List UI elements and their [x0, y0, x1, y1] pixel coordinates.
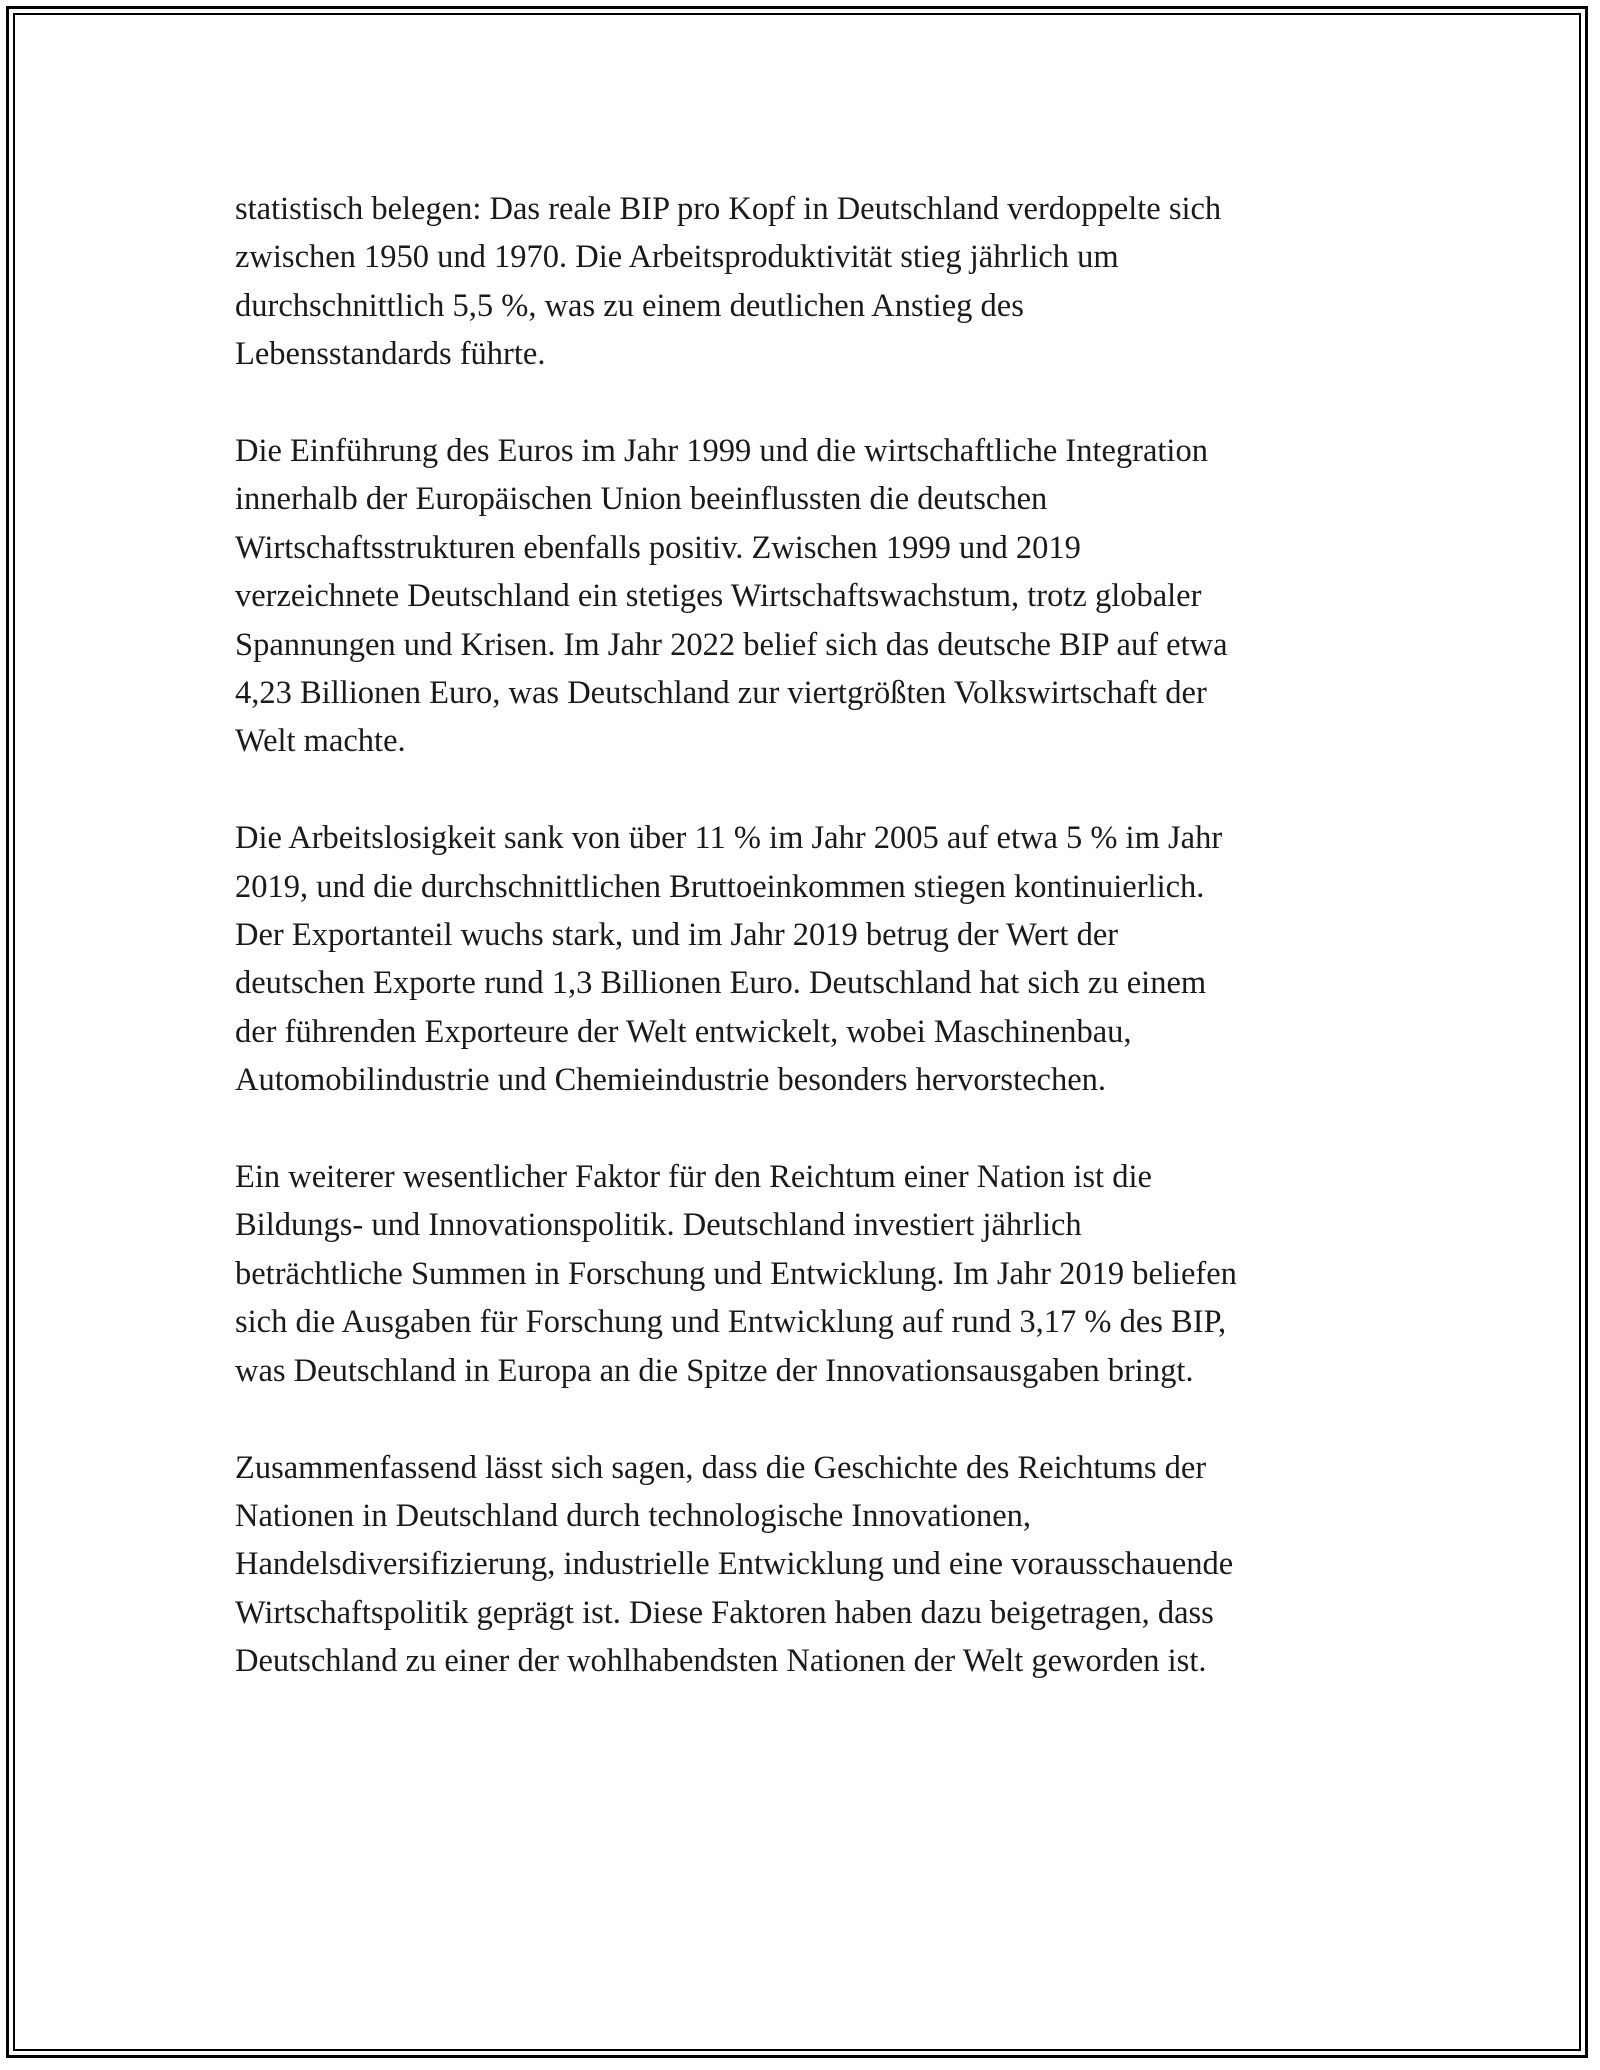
text-line: sich die Ausgaben für Forschung und Entwicklung auf rund 3,17 % des BIP,	[235, 1304, 1227, 1341]
text-line: Der Exportanteil wuchs stark, und im Jahr 2019 betrug der Wert der	[235, 917, 1119, 954]
text-line: der führenden Exporteure der Welt entwickelt, wobei Maschinenbau,	[235, 1013, 1132, 1050]
text-line: statistisch belegen: Das reale BIP pro Kopf in Deutschland verdoppelte sich	[235, 191, 1222, 227]
text-line: Wirtschaftspolitik geprägt ist. Diese Faktoren haben dazu beigetragen, dass	[235, 1594, 1214, 1631]
paragraph-3	[235, 814, 1375, 1104]
text-line: Lebensstandards führte.	[235, 336, 546, 373]
paragraph-2	[235, 427, 1375, 766]
text-line: was Deutschland in Europa an die Spitze der Innovationsausgaben bringt.	[235, 1352, 1194, 1389]
text-line: Handelsdiversifizierung, industrielle Entwicklung und eine vorausschauende	[235, 1546, 1234, 1583]
text-line: Bildungs- und Innovationspolitik. Deutschland investiert jährlich	[235, 1207, 1082, 1244]
paragraph-5	[235, 1444, 1375, 1686]
text-line: Nationen in Deutschland durch technologische Innovationen,	[235, 1497, 1032, 1534]
text-line: Automobilindustrie und Chemieindustrie besonders hervorstechen.	[235, 1062, 1107, 1099]
text-line: Deutschland zu einer der wohlhabendsten Nationen der Welt geworden ist.	[235, 1643, 1207, 1680]
text-line: Welt machte.	[235, 723, 406, 760]
text-line: Zusammenfassend lässt sich sagen, dass die Geschichte des Reichtums der	[235, 1449, 1207, 1486]
text-line: Die Arbeitslosigkeit sank von über 11 % im Jahr 2005 auf etwa 5 % im Jahr	[235, 820, 1223, 857]
text-line: Spannungen und Krisen. Im Jahr 2022 belief sich das deutsche BIP auf etwa	[235, 626, 1228, 663]
text-line: 4,23 Billionen Euro, was Deutschland zur viertgrößten Volkswirtschaft der	[235, 675, 1207, 712]
text-line: verzeichnete Deutschland ein stetiges Wirtschaftswachstum, trotz globaler	[235, 578, 1202, 615]
text-line: beträchtliche Summen in Forschung und Entwicklung. Im Jahr 2019 beliefen	[235, 1255, 1237, 1292]
text-line: innerhalb der Europäischen Union beeinflussten die deutschen	[235, 481, 1048, 518]
paragraph-1	[235, 185, 1375, 379]
text-line: Die Einführung des Euros im Jahr 1999 und die wirtschaftliche Integration	[235, 433, 1208, 470]
document-body	[235, 185, 1375, 1734]
text-line: zwischen 1950 und 1970. Die Arbeitsproduktivität stieg jährlich um	[235, 239, 1119, 276]
paragraph-4	[235, 1153, 1375, 1395]
text-line: Ein weiterer wesentlicher Faktor für den Reichtum einer Nation ist die	[235, 1159, 1152, 1196]
text-line: 2019, und die durchschnittlichen Bruttoeinkommen stiegen kontinuierlich.	[235, 868, 1205, 905]
text-line: Wirtschaftsstrukturen ebenfalls positiv. Zwischen 1999 und 2019	[235, 529, 1081, 566]
text-line: durchschnittlich 5,5 %, was zu einem deutlichen Anstieg des	[235, 287, 1024, 324]
text-line: deutschen Exporte rund 1,3 Billionen Euro. Deutschland hat sich zu einem	[235, 965, 1207, 1002]
